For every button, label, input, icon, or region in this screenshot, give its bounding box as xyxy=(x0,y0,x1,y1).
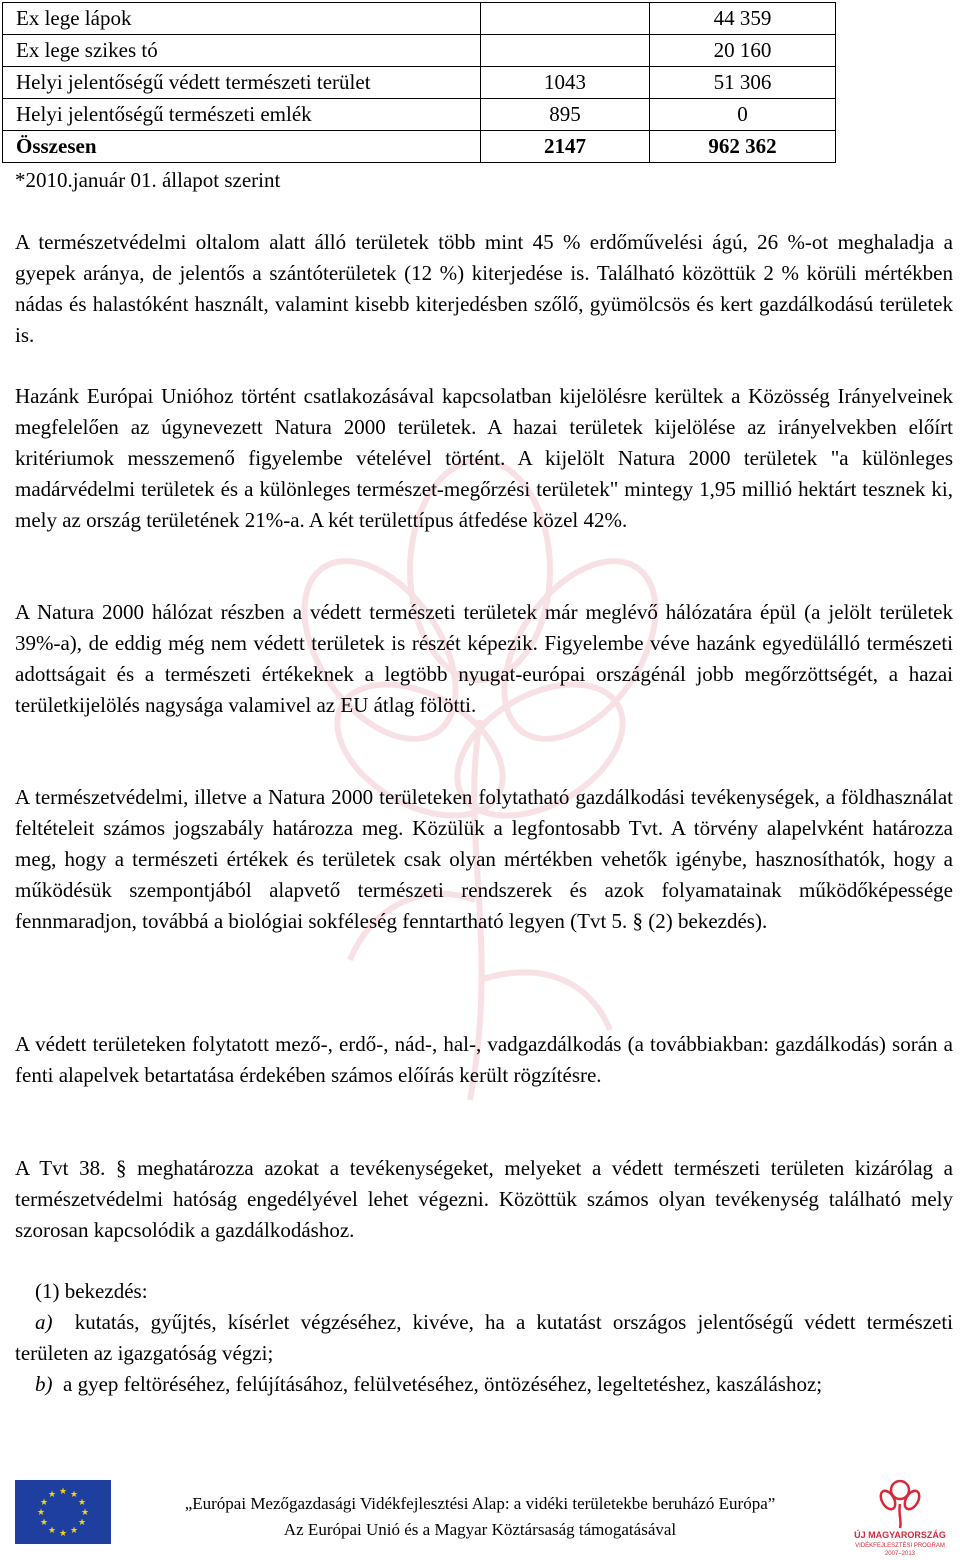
table-row xyxy=(3,3,836,35)
svg-text:★: ★ xyxy=(36,1508,46,1518)
table-cell-count xyxy=(481,35,650,67)
list-item xyxy=(15,1369,953,1400)
table-cell-count xyxy=(481,3,650,35)
svg-text:★: ★ xyxy=(77,1498,87,1508)
list-item-label: a) xyxy=(35,1310,53,1334)
table-row xyxy=(3,99,836,131)
footer-line-2: Az Európai Unió és a Magyar Köztársaság támogatásával xyxy=(283,1520,677,1539)
table-cell-area: 51 306 xyxy=(650,67,836,99)
svg-text:★: ★ xyxy=(58,1487,68,1497)
list-item-text: a gyep feltöréséhez, felújításához, felülvetéséhez, öntözéséhez, legeltetéshez, kaszáláshoz; xyxy=(63,1372,823,1396)
table-cell-count: 895 xyxy=(481,99,650,131)
footer-line-1: „Európai Mezőgazdasági Vidékfejlesztési Alap: a vidéki területekbe beruházó Európa” xyxy=(184,1494,776,1513)
svg-text:★: ★ xyxy=(69,1526,79,1536)
svg-text:★: ★ xyxy=(47,1526,57,1536)
svg-text:★: ★ xyxy=(47,1490,57,1500)
table-cell-name: Ex lege szikes tó xyxy=(3,35,481,67)
table-row-total xyxy=(3,131,836,163)
table-cell-area: 962 362 xyxy=(650,131,836,163)
table-row xyxy=(3,67,836,99)
svg-text:★: ★ xyxy=(77,1518,87,1528)
logo-text-main: ÚJ MAGYARORSZÁG xyxy=(854,1530,946,1540)
statistics-table xyxy=(2,2,836,163)
logo-text-program: VIDÉKFEJLESZTÉSI PROGRAM xyxy=(855,1543,945,1549)
svg-text:★: ★ xyxy=(58,1529,68,1539)
paragraph-land-use: A természetvédelmi oltalom alatt álló területek több mint 45 % erdőművelési ágú, 26 %-ot meghaladja a gyepek aránya, de jelentős a szántóterületek (12 %) kiterjedése is. Található közöttük 2 % körüli mértékben nádas és halastóként használt, valamint kisebb kiterjedésben szőlő, gyümölcsös és kert gazdálkodású területek is. xyxy=(15,230,953,347)
paragraph-natura-network: A Natura 2000 hálózat részben a védett természeti területek már meglévő hálózatára épül (a jelölt területek 39%-a), de eddig még nem védett területek is részét képezik. Figyelembe véve hazánk egyedülálló természeti adottságait és a természeti értékeknek a legtöbb nyugat-európai országénál jobb megőrzöttségét, a hazai területkijelölés nagysága valamivel az EU átlag fölötti. xyxy=(15,600,953,717)
table-cell-area: 0 xyxy=(650,99,836,131)
table-cell-name: Helyi jelentőségű védett természeti terület xyxy=(3,67,481,99)
paragraph-tvt38: A Tvt 38. § meghatározza azokat a tevékenységeket, melyeket a védett természeti területen kizárólag a természetvédelmi hatóság engedélyével lehet végezni. Közöttük számos olyan tevékenység található mely szorosan kapcsolódik a gazdálkodáshoz. xyxy=(15,1156,953,1242)
eu-flag-logo xyxy=(15,1480,111,1544)
table-cell-name: Összesen xyxy=(3,131,481,163)
logo-text-years: 2007–2013 xyxy=(884,1551,916,1557)
table-cell-area: 44 359 xyxy=(650,3,836,35)
permit-list xyxy=(15,1276,953,1400)
svg-text:★: ★ xyxy=(39,1518,49,1528)
list-item xyxy=(15,1307,953,1369)
list-item-text: kutatás, gyűjtés, kísérlet végzéséhez, kivéve, ha a kutatást országos jelentőségű védett természeti területen az igazgatóság végzi; xyxy=(15,1310,954,1365)
page-footer xyxy=(0,1460,960,1560)
table-cell-count: 1043 xyxy=(481,67,650,99)
table-footnote: *2010.január 01. állapot szerint xyxy=(15,168,281,192)
table-cell-area: 20 160 xyxy=(650,35,836,67)
table-cell-name: Helyi jelentőségű természeti emlék xyxy=(3,99,481,131)
paragraph-legislation: A természetvédelmi, illetve a Natura 2000 területeken folytatható gazdálkodási tevékenységek, a földhasználat feltételeit számos jogszabály határozza meg. Közülük a legfontosabb Tvt. A törvény alapelvként határozza meg, hogy a természeti értékek és területek csak olyan mértékben vehetők igénybe, hasznosíthatók, hogy a működésük szempontjából alapvető természeti rendszerek és azok folyamatainak működőképessége fennmaradjon, továbbá a biológiai sokféleség fenntartható legyen (Tvt 5. § (2) bekezdés). xyxy=(15,785,953,933)
table-row xyxy=(3,35,836,67)
uj-magyarorszag-logo xyxy=(850,1474,950,1558)
svg-text:★: ★ xyxy=(39,1498,49,1508)
paragraph-protected-farming: A védett területeken folytatott mező-, erdő-, nád-, hal-, vadgazdálkodás (a továbbiakban: gazdálkodás) során a fenti alapelvek betartatása érdekében számos előírás került rögzítésre. xyxy=(15,1032,953,1087)
svg-text:★: ★ xyxy=(80,1508,90,1518)
list-item-label: b) xyxy=(35,1372,53,1396)
paragraph-natura-designation: Hazánk Európai Unióhoz történt csatlakozásával kapcsolatban kijelölésre kerültek a Közösség Irányelveinek megfelelően az úgynevezett Natura 2000 területek. A hazai területek kijelölése az irányelvekben előírt kritériumok messzemenő figyelembe vételével történt. A kijelölt Natura 2000 területek "a különleges madárvédelmi területek és a különleges természet-megőrzési területek" mintegy 1,95 millió hektárt tesznek ki, mely az ország területének 21%-a. A két területtípus átfedése közel 42%. xyxy=(15,384,953,532)
table-cell-count: 2147 xyxy=(481,131,650,163)
svg-text:★: ★ xyxy=(69,1490,79,1500)
table-cell-name: Ex lege lápok xyxy=(3,3,481,35)
list-heading: (1) bekezdés: xyxy=(35,1279,148,1303)
